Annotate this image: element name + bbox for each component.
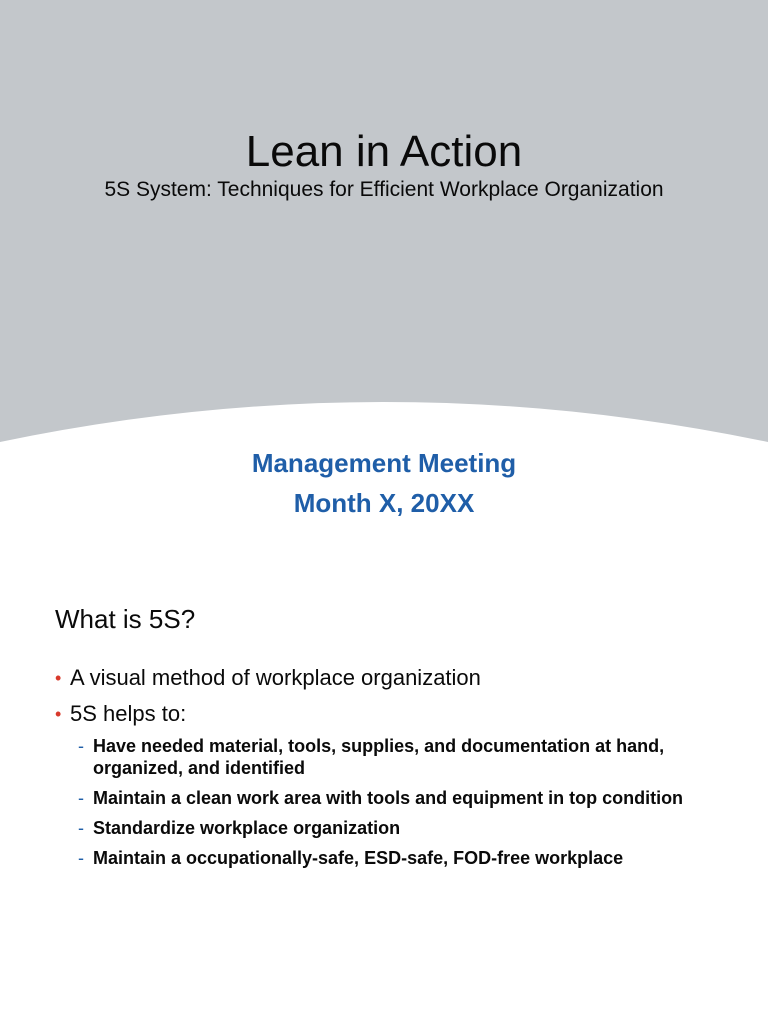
content-slide <box>0 560 768 1024</box>
sub-bullet-item <box>78 817 738 839</box>
bullet-item <box>55 664 735 692</box>
bullet-item <box>55 700 735 728</box>
bullet-list <box>55 664 735 736</box>
header-band <box>0 0 768 445</box>
bullet-text: 5S helps to: <box>70 701 187 726</box>
dash-marker: - <box>78 818 84 838</box>
bullet-marker: • <box>55 668 62 688</box>
meeting-name: Management Meeting <box>251 448 517 478</box>
sub-bullet-list <box>78 735 738 877</box>
sub-bullet-text: Standardize workplace organization <box>93 818 401 838</box>
header-band-shape <box>0 0 768 445</box>
sub-bullet-item <box>78 787 738 809</box>
dash-marker: - <box>78 788 84 808</box>
meeting-date: Month X, 20XX <box>293 488 475 518</box>
sub-bullet-text: Maintain a occupationally-safe, ESD-safe, FOD-free workplace <box>93 848 624 868</box>
bullet-marker: • <box>55 704 62 724</box>
sub-bullet-text: Maintain a clean work area with tools and equipment in top condition <box>93 788 684 808</box>
sub-bullet-text: Have needed material, tools, supplies, and documentation at hand, organized, and identified <box>93 736 665 778</box>
dash-marker: - <box>78 848 84 868</box>
sub-bullet-item <box>78 847 738 869</box>
slide-title: Lean in Action <box>245 127 523 176</box>
bullet-text: A visual method of workplace organization <box>70 665 481 690</box>
dash-marker: - <box>78 736 84 756</box>
sub-bullet-item <box>78 735 738 779</box>
section-heading: What is 5S? <box>55 604 196 634</box>
meeting-info <box>0 443 768 523</box>
slide-subtitle: 5S System: Techniques for Efficient Workplace Organization <box>104 178 664 201</box>
